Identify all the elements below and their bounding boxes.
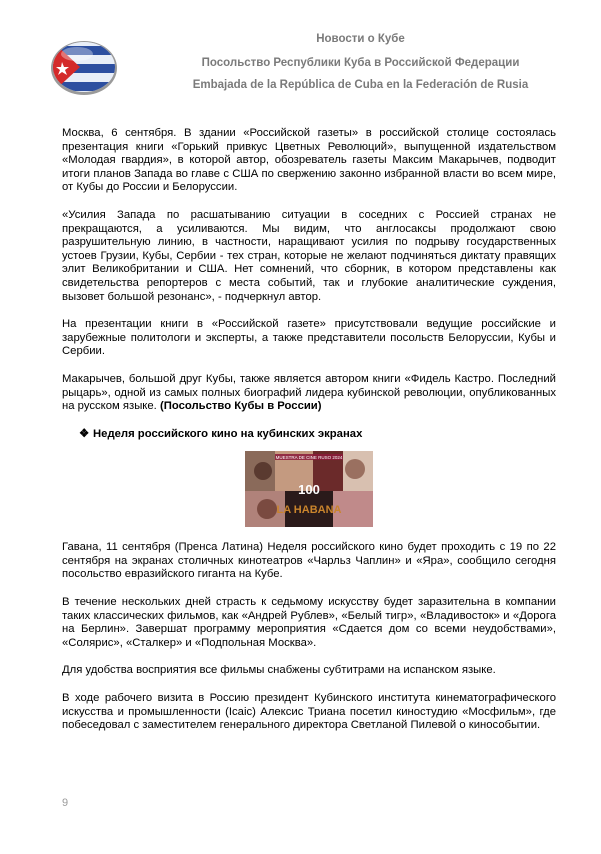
page-number: 9 <box>62 797 69 809</box>
section-heading-text: Неделя российского кино на кубинских экранах <box>93 427 363 440</box>
festival-poster-image <box>245 451 373 527</box>
article1-paragraph-3: На презентации книги в «Российской газете» присутствовали ведущие российские и зарубежные политологи и эксперты, а также представители посольств Белоруссии, Кубы и Сербии. <box>62 318 556 358</box>
article2-paragraph-1: Гавана, 11 сентября (Пренса Латина) Неделя российского кино будет проходить с 19 по 22 сентября на экранах столичных кинотеатров «Чарльз Чаплин» и «Яра», сообщило сегодня посольство евразийского гиганта на Кубе. <box>62 541 556 581</box>
page-header <box>0 0 601 110</box>
header-embassy-ru: Посольство Республики Куба в Российской Федерации <box>201 57 520 69</box>
header-title: Новости о Кубе <box>316 33 405 45</box>
diamond-bullet-icon: ❖ <box>79 427 90 440</box>
header-embassy-es: Embajada de la República de Cuba en la Federación de Rusia <box>192 79 529 91</box>
section-heading <box>79 428 556 442</box>
poster-number-text: 100 <box>298 482 320 498</box>
article1-paragraph-4-text: Макарычев, большой друг Кубы, также является автором книги «Фидель Кастро. Последний рыцарь», одной из самых полных биографий лидера кубинской революции, опубликованных на русском языке. <box>62 372 556 413</box>
poster-title-text: LA HABANA <box>276 504 342 517</box>
article2-paragraph-2: В течение нескольких дней страсть к седьмому искусству будет заразительна в компании таких классических фильмов, как «Андрей Рублев», «Белый тигр», «Владивосток» и «Дорога на Берлин». Завершат программу мероприятия «Сдается дом со всеми неудобствами», «Солярис», «Сталкер» и «Подпольная Москва». <box>62 596 556 649</box>
source-credit: (Посольство Кубы в России) <box>159 400 322 413</box>
article1-paragraph-2: «Усилия Запада по расшатыванию ситуации в соседних с Россией странах не прекращаются, а усиливаются. Мы видим, что англосаксы продолжают свою разрушительную линию, в частности, наращивают усилия по подрыву государственных устоев Грузии, Кубы, Сербии - тех стран, которые не желают подчиняться диктату правящих элит Великобритании и США. Нет сомнений, что сборник, в котором представлены как свидетельства репортеров с места событий, так и глубокие аналитические суждения, вызовет большой резонанс», - подчеркнул автор. <box>62 208 556 303</box>
article1-paragraph-1: Москва, 6 сентября. В здании «Российской газеты» в российской столице состоялась презентация книги «Горький привкус Цветных Революций», выпущенной издательством «Молодая гвардия», в которой автор, обозреватель газеты Максим Макарычев, подводит итоги планов Запада во главе с США по свержению законно избранной власти во всем мире, от Кубы до России и Белоруссии. <box>62 127 556 194</box>
article2-paragraph-3: Для удобства восприятия все фильмы снабжены субтитрами на испанском языке. <box>62 664 496 677</box>
page-content <box>62 127 556 747</box>
poster-banner-text: MUESTRA DE CINE RUSO 2024 <box>275 455 343 461</box>
article1-paragraph-4 <box>62 373 556 414</box>
article2-paragraph-4: В ходе рабочего визита в Россию президент Кубинского института кинематографического искусства и промышленности (Icaic) Алексис Триана посетил киностудию «Мосфильм», где побеседовал с заместителем генерального директора Светланой Пилевой о кинособытии. <box>62 692 556 732</box>
